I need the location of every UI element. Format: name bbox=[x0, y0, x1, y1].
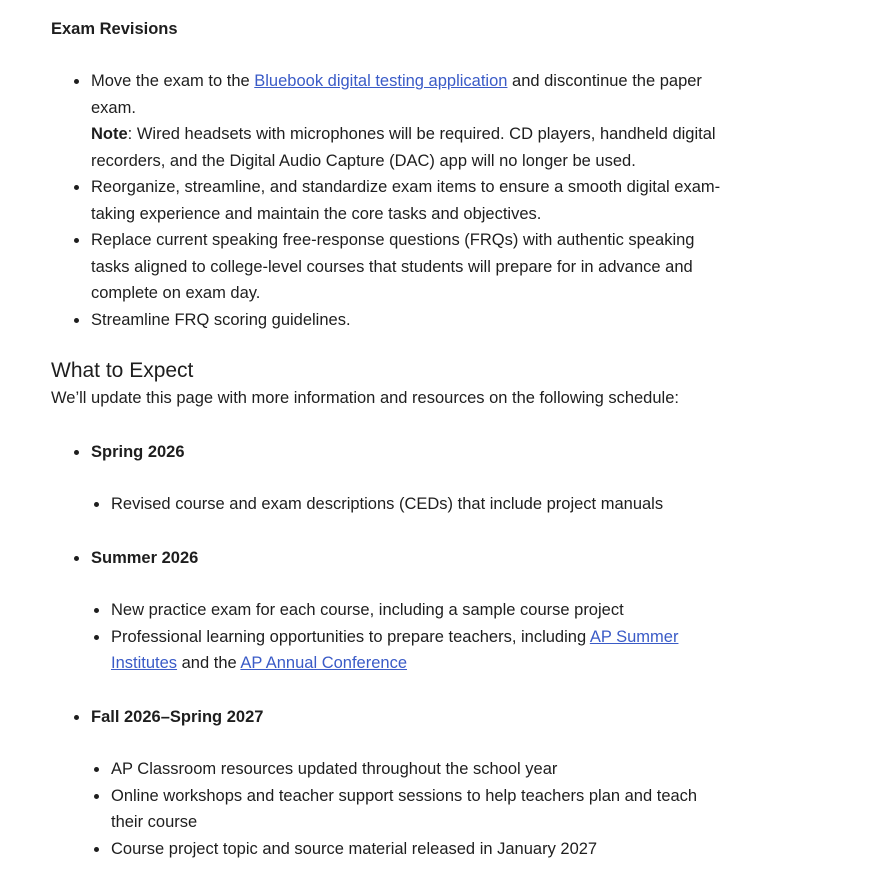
list-item: Streamline FRQ scoring guidelines. bbox=[51, 307, 731, 334]
note-text: : Wired headsets with microphones will be required. CD players, handheld digital recorders, and the Digital Audio Capture (DAC) app will no longer be used. bbox=[91, 125, 716, 170]
schedule-label: Summer 2026 bbox=[91, 548, 199, 567]
note-label: Note bbox=[91, 125, 128, 143]
list-item bbox=[51, 624, 731, 677]
spring-2026-list bbox=[51, 491, 731, 518]
exam-revisions-heading: Exam Revisions bbox=[51, 20, 178, 38]
schedule-list bbox=[51, 545, 731, 572]
fall-2026-list bbox=[51, 756, 731, 862]
schedule-item-summer-2026 bbox=[51, 545, 731, 572]
bluebook-link[interactable]: Bluebook digital testing application bbox=[254, 72, 508, 90]
ap-annual-conference-link[interactable]: AP Annual Conference bbox=[240, 654, 408, 672]
schedule-label: Fall 2026–Spring 2027 bbox=[91, 707, 264, 726]
schedule-list bbox=[51, 704, 731, 731]
schedule-intro: We’ll update this page with more information and resources on the following schedule: bbox=[51, 389, 679, 407]
ap-summer-institutes-link[interactable]: AP Summer Institutes bbox=[111, 627, 679, 672]
list-item: Replace current speaking free-response questions (FRQs) with authentic speaking tasks aligned to college-level courses that students will prepare for in advance and complete on exam day. bbox=[51, 227, 731, 307]
list-item: Course project topic and source material released in January 2027 bbox=[51, 836, 731, 863]
list-item: Reorganize, streamline, and standardize exam items to ensure a smooth digital exam-taking experience and maintain the core tasks and objectives. bbox=[51, 174, 731, 227]
exam-revisions-list bbox=[51, 68, 731, 333]
list-item: New practice exam for each course, including a sample course project bbox=[51, 597, 731, 624]
summer-2026-list bbox=[51, 597, 731, 677]
list-item: AP Classroom resources updated throughout the school year bbox=[51, 756, 731, 783]
what-to-expect-title: What to Expect bbox=[51, 359, 194, 382]
schedule-list bbox=[51, 439, 731, 466]
item-text: Move the exam to the bbox=[91, 72, 255, 90]
list-item: Online workshops and teacher support sessions to help teachers plan and teach their course bbox=[51, 783, 731, 836]
item-text: and the bbox=[177, 654, 241, 672]
schedule-item-fall-2026 bbox=[51, 704, 731, 731]
item-text: Professional learning opportunities to prepare teachers, including bbox=[111, 627, 590, 646]
list-item bbox=[51, 68, 731, 174]
schedule-item-spring-2026 bbox=[51, 439, 731, 466]
item-text: and discontinue the paper exam. bbox=[91, 72, 702, 117]
schedule-label: Spring 2026 bbox=[91, 442, 185, 461]
list-item: Revised course and exam descriptions (CEDs) that include project manuals bbox=[51, 491, 731, 518]
